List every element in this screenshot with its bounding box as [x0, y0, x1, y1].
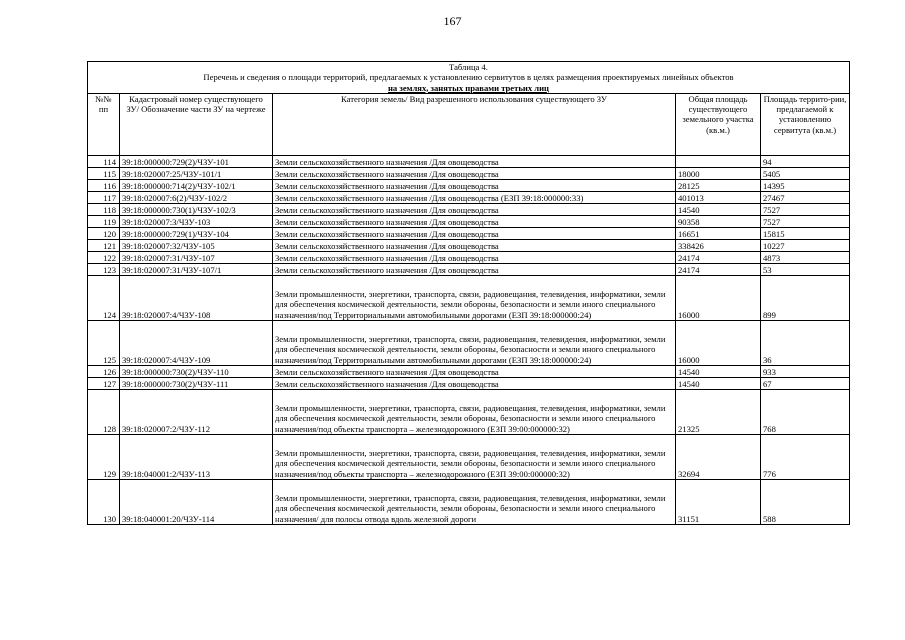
easement-area: 768 [761, 389, 850, 434]
total-area: 90358 [676, 215, 761, 227]
land-category: Земли промышленности, энергетики, транспорта, связи, радиовещания, телевидения, информатики, земли для обеспечения космической деятельности, земли обороны, безопасности и земли иного специального назначения/под объекты транспорта – железнодорожного (ЕЗП 39:00:000000:32) [273, 434, 676, 479]
total-area: 31151 [676, 479, 761, 524]
row-number: 116 [88, 179, 120, 191]
table-row [88, 167, 850, 179]
table-row [88, 320, 850, 365]
easement-area: 94 [761, 155, 850, 167]
land-category: Земли промышленности, энергетики, транспорта, связи, радиовещания, телевидения, информатики, земли для обеспечения космической деятельности, земли обороны, безопасности и земли иного специального назначения/под Территориальными автомобильными дорогами (ЕЗП 39:18:000000:24) [273, 320, 676, 365]
land-category: Земли сельскохозяйственного назначения /Для овощеводства [273, 263, 676, 275]
total-area: 401013 [676, 191, 761, 203]
cadastral-number: 39:18:020007:2/ЧЗУ-112 [120, 389, 273, 434]
table-row [88, 227, 850, 239]
land-category: Земли сельскохозяйственного назначения /Для овощеводства [273, 215, 676, 227]
table-row [88, 203, 850, 215]
total-area: 16000 [676, 320, 761, 365]
table-header-row [88, 93, 850, 155]
easement-area: 53 [761, 263, 850, 275]
row-number: 120 [88, 227, 120, 239]
cadastral-number: 39:18:020007:32/ЧЗУ-105 [120, 239, 273, 251]
table-row [88, 155, 850, 167]
row-number: 118 [88, 203, 120, 215]
land-category: Земли промышленности, энергетики, транспорта, связи, радиовещания, телевидения, информатики, земли для обеспечения космической деятельности, земли обороны, безопасности и земли иного специального назначения/под Территориальными автомобильными дорогами (ЕЗП 39:18:000000:24) [273, 275, 676, 320]
cadastral-number: 39:18:000000:714(2)/ЧЗУ-102/1 [120, 179, 273, 191]
easement-area: 10227 [761, 239, 850, 251]
easement-area: 14395 [761, 179, 850, 191]
easement-area: 27467 [761, 191, 850, 203]
row-number: 129 [88, 434, 120, 479]
header-num: №№ пп [88, 93, 120, 155]
land-category: Земли сельскохозяйственного назначения /Для овощеводства [273, 179, 676, 191]
table-row [88, 479, 850, 524]
row-number: 126 [88, 365, 120, 377]
table-row [88, 434, 850, 479]
table-row [88, 215, 850, 227]
total-area: 16651 [676, 227, 761, 239]
row-number: 121 [88, 239, 120, 251]
land-category: Земли сельскохозяйственного назначения /Для овощеводства [273, 227, 676, 239]
row-number: 123 [88, 263, 120, 275]
table-row [88, 239, 850, 251]
cadastral-number: 39:18:020007:4/ЧЗУ-108 [120, 275, 273, 320]
header-total-area: Общая площадь существующего земельного участка (кв.м.) [676, 93, 761, 155]
table-title: Перечень и сведения о площади территорий, предлагаемых к установлению сервитутов в целях размещения проектируемых линейных объектов [203, 72, 734, 83]
table-subtitle: на землях, занятых правами третьих лиц [387, 82, 550, 93]
easement-area: 36 [761, 320, 850, 365]
table-caption [88, 62, 850, 94]
servitude-table [87, 61, 850, 525]
total-area: 18000 [676, 167, 761, 179]
easement-area: 4873 [761, 251, 850, 263]
cadastral-number: 39:18:040001:20/ЧЗУ-114 [120, 479, 273, 524]
table-row [88, 179, 850, 191]
cadastral-number: 39:18:020007:6(2)/ЧЗУ-102/2 [120, 191, 273, 203]
total-area: 16000 [676, 275, 761, 320]
total-area: 28125 [676, 179, 761, 191]
easement-area: 933 [761, 365, 850, 377]
land-category: Земли сельскохозяйственного назначения /Для овощеводства (ЕЗП 39:18:000000:33) [273, 191, 676, 203]
row-number: 128 [88, 389, 120, 434]
easement-area: 588 [761, 479, 850, 524]
row-number: 114 [88, 155, 120, 167]
easement-area: 7527 [761, 203, 850, 215]
table-row [88, 389, 850, 434]
table-caption-row [88, 62, 850, 94]
table-row [88, 191, 850, 203]
cadastral-number: 39:18:000000:730(2)/ЧЗУ-111 [120, 377, 273, 389]
row-number: 117 [88, 191, 120, 203]
row-number: 130 [88, 479, 120, 524]
cadastral-number: 39:18:020007:31/ЧЗУ-107 [120, 251, 273, 263]
land-category: Земли сельскохозяйственного назначения /Для овощеводства [273, 365, 676, 377]
cadastral-number: 39:18:040001:2/ЧЗУ-113 [120, 434, 273, 479]
total-area: 14540 [676, 203, 761, 215]
land-category: Земли сельскохозяйственного назначения /Для овощеводства [273, 203, 676, 215]
cadastral-number: 39:18:000000:730(1)/ЧЗУ-102/3 [120, 203, 273, 215]
land-category: Земли сельскохозяйственного назначения /Для овощеводства [273, 377, 676, 389]
table-row [88, 251, 850, 263]
cadastral-number: 39:18:000000:729(2)/ЧЗУ-101 [120, 155, 273, 167]
total-area: 32694 [676, 434, 761, 479]
easement-area: 67 [761, 377, 850, 389]
row-number: 119 [88, 215, 120, 227]
easement-area: 899 [761, 275, 850, 320]
land-category: Земли промышленности, энергетики, транспорта, связи, радиовещания, телевидения, информатики, земли для обеспечения космической деятельности, земли обороны, безопасности и земли иного специального назначения/под объекты транспорта – железнодорожного (ЕЗП 39:00:000000:32) [273, 389, 676, 434]
page-number: 167 [443, 14, 462, 28]
total-area: 14540 [676, 377, 761, 389]
total-area: 338426 [676, 239, 761, 251]
easement-area: 776 [761, 434, 850, 479]
table-row [88, 275, 850, 320]
total-area: 14540 [676, 365, 761, 377]
header-easement-area: Площадь террито-рии, предлагаемой к установлению сервитута (кв.м.) [761, 93, 850, 155]
cadastral-number: 39:18:020007:31/ЧЗУ-107/1 [120, 263, 273, 275]
row-number: 115 [88, 167, 120, 179]
row-number: 122 [88, 251, 120, 263]
cadastral-number: 39:18:000000:729(1)/ЧЗУ-104 [120, 227, 273, 239]
land-category: Земли промышленности, энергетики, транспорта, связи, радиовещания, телевидения, информатики, земли для обеспечения космической деятельности, земли обороны, безопасности и земли иного специального назначения/ для полосы отвода вдоль железной дороги [273, 479, 676, 524]
total-area: 24174 [676, 263, 761, 275]
header-category: Категория земель/ Вид разрешенного использования существующего ЗУ [273, 93, 676, 155]
easement-area: 7527 [761, 215, 850, 227]
row-number: 127 [88, 377, 120, 389]
land-category: Земли сельскохозяйственного назначения /Для овощеводства [273, 239, 676, 251]
row-number: 124 [88, 275, 120, 320]
easement-area: 5405 [761, 167, 850, 179]
total-area: 21325 [676, 389, 761, 434]
table-number: Таблица 4. [449, 62, 488, 72]
row-number: 125 [88, 320, 120, 365]
cadastral-number: 39:18:020007:3/ЧЗУ-103 [120, 215, 273, 227]
table-row [88, 377, 850, 389]
total-area: 24174 [676, 251, 761, 263]
table-row [88, 263, 850, 275]
cadastral-number: 39:18:020007:25/ЧЗУ-101/1 [120, 167, 273, 179]
table-row [88, 365, 850, 377]
header-cadastral: Кадастровый номер существующего ЗУ/ Обозначение части ЗУ на чертеже [120, 93, 273, 155]
land-category: Земли сельскохозяйственного назначения /Для овощеводства [273, 155, 676, 167]
cadastral-number: 39:18:000000:730(2)/ЧЗУ-110 [120, 365, 273, 377]
land-category: Земли сельскохозяйственного назначения /Для овощеводства [273, 167, 676, 179]
total-area [676, 155, 761, 167]
easement-area: 15815 [761, 227, 850, 239]
cadastral-number: 39:18:020007:4/ЧЗУ-109 [120, 320, 273, 365]
land-category: Земли сельскохозяйственного назначения /Для овощеводства [273, 251, 676, 263]
